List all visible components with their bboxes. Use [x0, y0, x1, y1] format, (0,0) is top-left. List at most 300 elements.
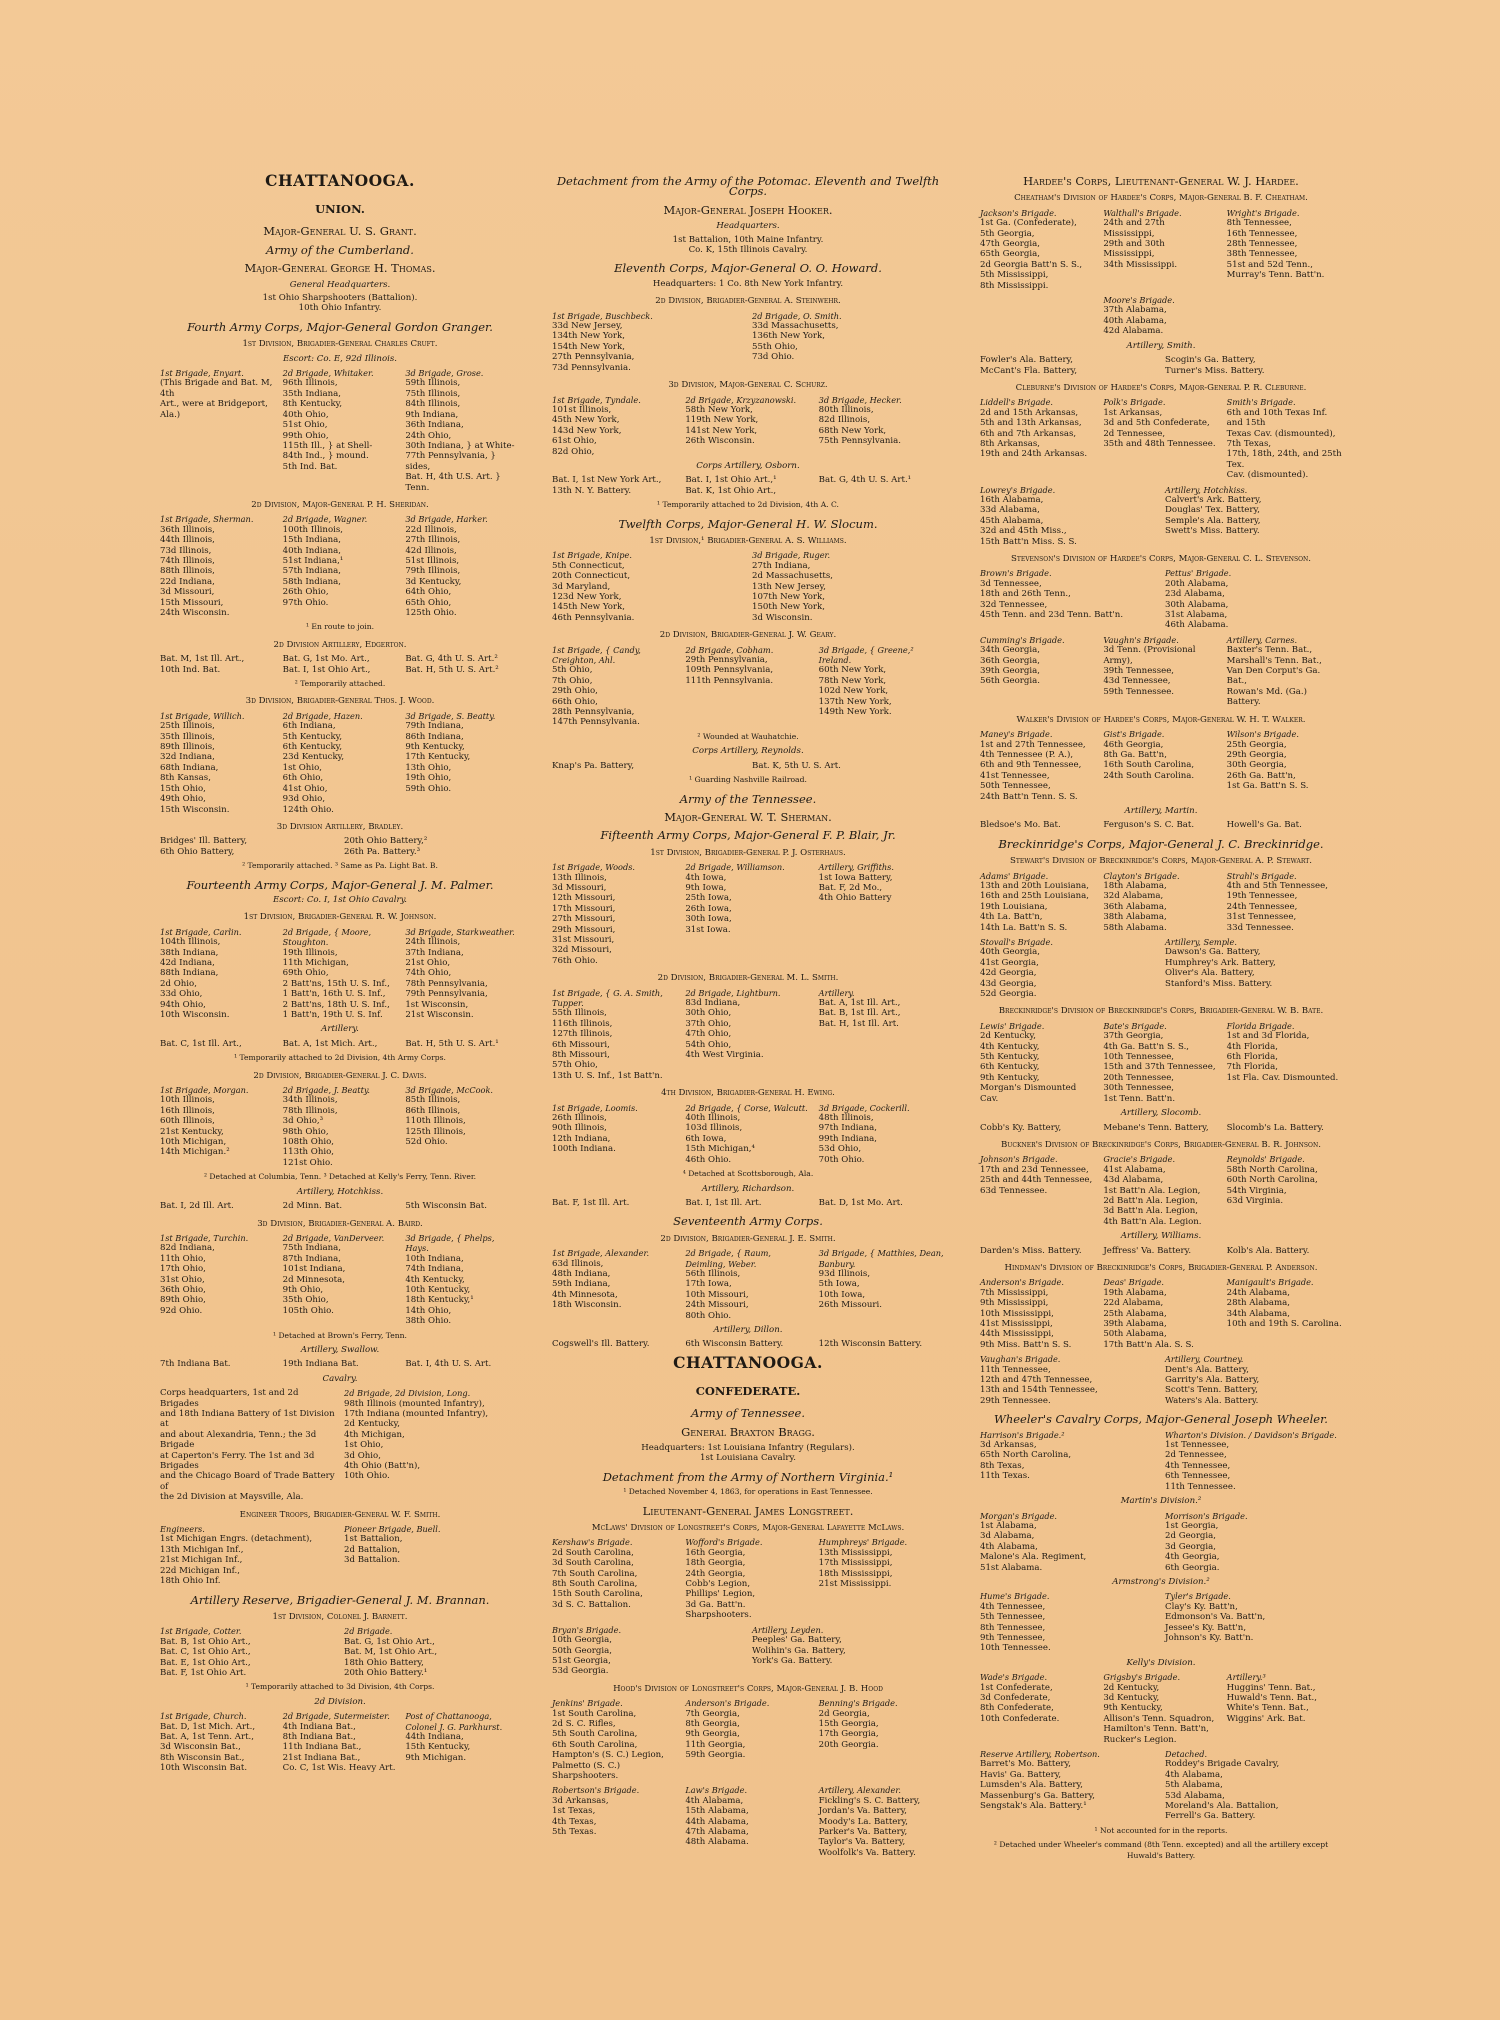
unit-list: 13th Mississippi, 17th Mississippi, 18th Mississippi, 21st Mississippi.: [818, 1547, 893, 1590]
unit-list: Bat. M, 1st Ill. Art., 10th Ind. Bat.: [160, 654, 245, 675]
division-heading: 2d Division, Brigadier-General J. W. Geary.: [659, 630, 837, 641]
brigade-block: [685, 988, 810, 1082]
unit-list: 11th Tennessee, 12th and 47th Tennessee, 13th and 154th Tennessee, 29th Tennessee.: [980, 1364, 1098, 1406]
unit-list: 5th Ohio, 7th Ohio, 29th Ohio, 66th Ohio, 28th Pennsylvania, 147th Pennsylvania.: [552, 665, 640, 728]
unit-list: Bat. K, 5th U. S. Art.: [752, 760, 841, 771]
unit-list: Huggins' Tenn. Bat., Huwald's Tenn. Bat., White's Tenn. Bat., Wiggins' Ark. Bat.: [1226, 1682, 1317, 1724]
brigade-block: [980, 295, 1095, 337]
unit-list: 60th New York, 78th New York, 102d New York, 137th New York, 149th New York.: [818, 665, 892, 718]
unit-list: 44th Indiana, 15th Kentucky, 9th Michigan.: [405, 1731, 471, 1763]
division-heading: 2d Division, Major-General P. H. Sheridan.: [251, 499, 429, 510]
unit-list: 1st Confederate, 3d Confederate, 8th Confederate, 10th Confederate.: [980, 1682, 1060, 1724]
footnote: ¹ Guarding Nashville Railroad.: [689, 775, 807, 785]
brigade-block: [1103, 208, 1218, 291]
brigade-block: [1103, 871, 1218, 933]
brigade-row: [552, 862, 944, 966]
brigade-block: [685, 475, 810, 496]
brigade-heading: 1st Brigade, { G. A. Smith, Tupper.: [552, 987, 663, 1008]
brigade-block: [1227, 1672, 1342, 1745]
brigade-row: [160, 1359, 520, 1369]
brigade-block: [552, 1248, 677, 1321]
division-heading: Cleburne's Division of Hardee's Corps, Major-General P. R. Cleburne.: [1015, 382, 1307, 393]
unit-list: Bledsoe's Mo. Bat.: [980, 820, 1061, 831]
corps-heading: Detachment from the Army of the Potomac. Eleventh and Twelfth Corps.: [556, 174, 940, 199]
brigade-block: [980, 1749, 1157, 1822]
unit-list: Dent's Ala. Battery, Garrity's Ala. Battery, Scott's Tenn. Battery, Waters's Ala. Battery.: [1165, 1364, 1260, 1406]
brigade-block: [283, 1359, 398, 1369]
brigade-row: [980, 1246, 1342, 1256]
brigade-block: [685, 645, 810, 728]
brigade-heading: Clayton's Brigade.: [1103, 870, 1180, 881]
unit-list: 1st Iowa Battery, Bat. F, 2d Mo., 4th Ohio Battery: [818, 872, 893, 904]
unit-list: 4th Alabama, 15th Alabama, 44th Alabama, 47th Alabama, 48th Alabama.: [685, 1795, 749, 1848]
unit-subheading: Corps Artillery, Reynolds.: [692, 746, 804, 757]
unit-list: Ferguson's S. C. Bat.: [1103, 820, 1195, 831]
unit-list: Bat. I, 2d Ill. Art.: [160, 1201, 234, 1212]
unit-list: 1st Michigan Engrs. (detachment), 13th Michigan Inf., 21st Michigan Inf., 22d Michigan Inf., 18th Ohio Inf.: [160, 1534, 313, 1587]
brigade-row: [160, 368, 520, 493]
brigade-block: [405, 1039, 520, 1049]
unit-list: 2d Minn. Bat.: [282, 1201, 343, 1212]
brigade-block: [552, 311, 744, 373]
brigade-block: [160, 836, 336, 857]
brigade-block: [160, 1711, 275, 1773]
brigade-block: [160, 711, 275, 815]
brigade-heading: Gracie's Brigade.: [1103, 1154, 1176, 1165]
brigade-block: [1165, 1430, 1342, 1492]
unit-list: 41st Alabama, 43d Alabama, 1st Batt'n Ala. Legion, 2d Batt'n Ala. Legion, 3d Batt'n Ala. Legion, 4th Batt'n Ala. Legion.: [1103, 1164, 1202, 1227]
brigade-block: [552, 475, 677, 496]
unit-list: Darden's Miss. Battery.: [980, 1245, 1082, 1256]
division-heading: 3d Division, Brigadier-General A. Baird.: [257, 1218, 423, 1229]
unit-list: 63d Illinois, 48th Indiana, 59th Indiana, 4th Minnesota, 18th Wisconsin.: [552, 1258, 622, 1311]
unit-list: Baxter's Tenn. Bat., Marshall's Tenn. Bat., Van Den Corput's Ga. Bat., Rowan's Md. (Ga.) Battery.: [1226, 645, 1322, 708]
brigade-row: [980, 1430, 1342, 1492]
division-heading: Cheatham's Division of Hardee's Corps, Major-General B. F. Cheatham.: [1014, 193, 1308, 204]
brigade-row: [552, 1198, 944, 1208]
unit-list: 2d Georgia, 15th Georgia, 17th Georgia, 20th Georgia.: [818, 1708, 879, 1750]
brigade-block: [980, 1021, 1095, 1104]
brigade-block: [752, 550, 944, 623]
brigade-heading: Reynolds' Brigade.: [1226, 1154, 1305, 1165]
brigade-block: [283, 368, 398, 493]
unit-list: 20th Alabama, 23d Alabama, 30th Alabama, 31st Alabama, 46th Alabama.: [1165, 578, 1229, 631]
brigade-row: [552, 1248, 944, 1321]
brigade-block: [344, 1388, 520, 1502]
unit-list: 34th Illinois, 78th Illinois, 3d Ohio,³ 98th Ohio, 108th Ohio, 113th Ohio, 121st Ohio.: [282, 1095, 338, 1168]
brigade-block: [980, 397, 1095, 480]
column-center: [552, 168, 944, 1862]
brigade-block: [685, 1103, 810, 1165]
brigade-block: [1227, 1277, 1342, 1350]
brigade-block: [819, 1198, 944, 1208]
brigade-heading: Artillery, Leyden.: [752, 1624, 824, 1635]
division-heading: 3d Division, Brigadier-General Thos. J. Wood.: [245, 696, 435, 707]
division-heading: 1st Division, Brigadier-General Charles Cruft.: [242, 339, 438, 350]
unit-list: 93d Illinois, 5th Iowa, 10th Iowa, 26th Missouri.: [818, 1268, 882, 1311]
brigade-heading: 3d Brigade, Starkweather.: [405, 926, 515, 937]
brigade-block: [1103, 1123, 1218, 1133]
brigade-heading: 2d Brigade, Wagner.: [282, 514, 368, 525]
brigade-row: [160, 514, 520, 618]
unit-list: 2d Kentucky, 4th Kentucky, 5th Kentucky, 6th Kentucky, 9th Kentucky, Morgan's Dismounted Cav.: [980, 1031, 1077, 1104]
brigade-block: [405, 1085, 520, 1168]
brigade-heading: Deas' Brigade.: [1103, 1277, 1165, 1288]
brigade-heading: 1st Brigade, Church.: [160, 1711, 247, 1722]
brigade-heading: 1st Brigade, Knipe.: [552, 550, 632, 561]
unit-list: 24th Alabama, 28th Alabama, 34th Alabama, 10th and 19th S. Carolina.: [1226, 1287, 1342, 1329]
unit-subheading: Artillery, Williams.: [1120, 1231, 1202, 1242]
brigade-row: [980, 397, 1342, 480]
unit-list: Kolb's Ala. Battery.: [1226, 1245, 1310, 1256]
division-heading: Engineer Troops, Brigadier-General W. F. Smith.: [239, 1509, 441, 1520]
brigade-heading: Grigsby's Brigade.: [1103, 1672, 1181, 1683]
unit-list: 48th Illinois, 97th Indiana, 99th Indiana, 53d Ohio, 70th Ohio.: [818, 1113, 878, 1165]
brigade-heading: 1st Brigade, Willich.: [160, 710, 245, 721]
brigade-row: [980, 1277, 1342, 1350]
brigade-block: [405, 1711, 520, 1773]
brigade-heading: Anderson's Brigade.: [980, 1277, 1065, 1288]
brigade-block: [685, 1339, 810, 1349]
brigade-heading: Maney's Brigade.: [980, 729, 1053, 740]
unit-list: 19th Illinois, 11th Michigan, 69th Ohio, 2 Batt'ns, 15th U. S. Inf., 1 Batt'n, 16th U. S. Inf., 2 Batt'ns, 18th U. S. Inf., 1 Batt'n, 19th U. S. Inf.: [282, 947, 390, 1020]
brigade-row: [980, 1123, 1342, 1133]
unit-list: 46th Georgia, 8th Ga. Batt'n, 16th South Carolina, 24th South Carolina.: [1103, 739, 1195, 781]
brigade-row: [160, 1233, 520, 1327]
unit-list: 13th and 20th Louisiana, 16th and 25th Louisiana, 19th Louisiana, 4th La. Batt'n, 14th La. Batt'n S. S.: [980, 880, 1090, 933]
unit-list: Bat. G, 4th U. S. Art.¹: [818, 475, 912, 486]
brigade-block: [552, 1339, 677, 1349]
brigade-heading: Liddell's Brigade.: [980, 397, 1054, 408]
unit-subheading: Headquarters.: [716, 221, 780, 232]
brigade-block: [685, 1785, 810, 1858]
commander-heading: Major-General Joseph Hooker.: [663, 202, 833, 217]
division-heading: Stevenson's Division of Hardee's Corps, Major-General C. L. Stevenson.: [1010, 554, 1312, 564]
unit-list: 56th Illinois, 17th Iowa, 10th Missouri, 24th Missouri, 80th Ohio.: [685, 1268, 749, 1321]
brigade-heading: 1st Brigade, Alexander.: [552, 1248, 650, 1259]
division-heading: McLaws' Division of Longstreet's Corps, Major-General Lafayette McLaws.: [591, 1523, 905, 1534]
brigade-block: [283, 1233, 398, 1327]
brigade-row: [160, 1626, 520, 1678]
brigade-block: [685, 1248, 810, 1321]
brigade-heading: 2d Brigade, Williamson.: [685, 862, 785, 873]
brigade-block: [552, 1785, 677, 1858]
brigade-block: [980, 820, 1095, 830]
unit-list: Peeples' Ga. Battery, Wolihin's Ga. Battery, York's Ga. Battery.: [752, 1635, 846, 1666]
brigade-block: [1103, 1672, 1218, 1745]
brigade-row: [552, 988, 944, 1082]
brigade-block: [283, 1039, 398, 1049]
column-union: [160, 168, 520, 1778]
unit-subheading: 2d Division.: [314, 1696, 366, 1707]
footnote: ¹ Temporarily attached to 3d Division, 4th Corps.: [245, 1682, 435, 1692]
unit-list: (This Brigade and Bat. M, 4th Art., were at Bridgeport, Ala.): [160, 378, 273, 420]
brigade-heading: Wilson's Brigade.: [1226, 729, 1299, 740]
unit-subheading: Escort: Co. E, 92d Illinois.: [282, 353, 398, 364]
unit-subheading: Artillery, Martin.: [1124, 805, 1198, 816]
brigade-heading: Artillery, Courtney.: [1165, 1354, 1244, 1365]
unit-list: 75th Indiana, 87th Indiana, 101st Indiana, 2d Minnesota, 9th Ohio, 35th Ohio, 105th Ohio.: [282, 1243, 346, 1316]
brigade-heading: 2d Brigade, { Moore, Stoughton.: [282, 926, 372, 948]
brigade-block: [819, 1339, 944, 1349]
brigade-row: [552, 475, 944, 496]
unit-list: Bat. F, 1st Ill. Art.: [552, 1197, 630, 1208]
brigade-heading: Humphreys' Brigade.: [818, 1537, 908, 1548]
brigade-block: [283, 927, 398, 1021]
brigade-heading: 3d Brigade, Ruger.: [752, 550, 831, 561]
brigade-row: [160, 1085, 520, 1168]
unit-subheading: Kelly's Division.: [1126, 1657, 1196, 1668]
unit-list: 4th and 5th Tennessee, 19th Tennessee, 24th Tennessee, 31st Tennessee, 33d Tennessee.: [1226, 880, 1328, 933]
brigade-heading: 2d Brigade, Hazen.: [282, 710, 363, 721]
corps-heading: Breckinridge's Corps, Major-General J. C. Breckinridge.: [998, 836, 1324, 851]
brigade-block: [160, 368, 275, 493]
brigade-block: [283, 711, 398, 815]
brigade-block: [160, 1039, 275, 1049]
footnote: ² Temporarily attached. ³ Same as Pa. Light Bat. B.: [242, 861, 438, 871]
unit-list: Bat. I, 1st New York Art., 13th N. Y. Battery.: [552, 475, 662, 496]
brigade-heading: 3d Brigade, { Matthies, Dean, Banbury.: [818, 1248, 944, 1269]
brigade-block: [405, 1233, 520, 1327]
unit-list: 6th Wisconsin Battery.: [685, 1339, 784, 1350]
brigade-heading: Stovall's Brigade.: [980, 937, 1053, 947]
unit-list: 36th Illinois, 44th Illinois, 73d Illinois, 74th Illinois, 88th Illinois, 22d Indiana, 3d Missouri, 15th Missouri, 24th Wisconsin.: [160, 524, 230, 618]
unit-list: 96th Illinois, 35th Indiana, 8th Kentucky, 40th Ohio, 51st Ohio, 99th Ohio, 115th Ill., } at Shell- 84th Ind., } mound. 5th Ind. Bat.: [282, 378, 373, 472]
brigade-block: [552, 395, 677, 457]
brigade-heading: 1st Brigade, Sherman.: [160, 514, 254, 525]
unit-list: 1st Arkansas, 3d and 5th Confederate, 2d Tennessee, 35th and 48th Tennessee.: [1103, 407, 1216, 449]
division-heading: Stewart's Division of Breckinridge's Corps, Major-General A. P. Stewart.: [1010, 856, 1312, 867]
brigade-block: [819, 1698, 944, 1781]
unit-list: Bat. G, 1st Mo. Art., Bat. I, 1st Ohio Art.,: [282, 654, 371, 675]
unit-list: 34th Georgia, 36th Georgia, 39th Georgia, 56th Georgia.: [980, 645, 1040, 687]
brigade-block: [980, 485, 1157, 547]
unit-list: Bat. D, 1st Mo. Art.: [818, 1197, 903, 1208]
unit-list: 25th Georgia, 29th Georgia, 30th Georgia, 26th Ga. Batt'n, 1st Ga. Batt'n S. S.: [1226, 739, 1309, 792]
brigade-heading: 2d Brigade, VanDerveer.: [282, 1232, 385, 1243]
brigade-heading: 1st Brigade, Loomis.: [552, 1102, 638, 1113]
unit-list: 104th Illinois, 38th Indiana, 42d Indiana, 88th Indiana, 2d Ohio, 33d Ohio, 94th Ohio, 10th Wisconsin.: [160, 937, 230, 1020]
unit-subheading: Artillery, Dillon.: [713, 1324, 783, 1335]
unit-list: 1st Tennessee, 2d Tennessee, 4th Tennessee, 6th Tennessee, 11th Tennessee.: [1165, 1440, 1236, 1492]
brigade-row: [552, 1785, 944, 1858]
brigade-block: [819, 1248, 944, 1321]
brigade-block: [980, 871, 1095, 933]
unit-list: 6th and 10th Texas Inf. and 15th Texas Cav. (dismounted), 7th Texas, 17th, 18th, 24th, and 25th Tex. Cav. (dismounted).: [1226, 407, 1342, 481]
brigade-block: [980, 1354, 1157, 1406]
brigade-heading: 2d Brigade, { Raum, Deimling, Weber.: [685, 1248, 772, 1269]
brigade-block: [1165, 1354, 1342, 1406]
unit-list: 101st Illinois, 45th New York, 143d New York, 61st Ohio, 82d Ohio,: [552, 404, 622, 457]
unit-list: Scogin's Ga. Battery, Turner's Miss. Battery.: [1165, 355, 1265, 376]
brigade-heading: 2d Brigade, Whitaker.: [282, 368, 374, 379]
brigade-row: [160, 836, 520, 857]
unit-list: 33d New Jersey, 134th New York, 154th New York, 27th Pennsylvania, 73d Pennsylvania.: [552, 321, 635, 373]
brigade-block: [685, 1198, 810, 1208]
brigade-heading: Wright's Brigade.: [1226, 207, 1300, 218]
brigade-heading: Wharton's Division. / Davidson's Brigade.: [1165, 1429, 1337, 1440]
brigade-heading: Adams' Brigade.: [980, 870, 1049, 881]
brigade-heading: 3d Brigade, Harker.: [405, 514, 488, 525]
brigade-heading: 1st Brigade, Tyndale.: [552, 394, 641, 405]
unit-list: Bat. D, 1st Mich. Art., Bat. A, 1st Tenn. Art., 3d Wisconsin Bat., 8th Wisconsin Bat., 10th Wisconsin Bat.: [160, 1721, 256, 1774]
unit-list: Bat. I, 1st Ill. Art.: [685, 1197, 762, 1208]
brigade-heading: 2d Brigade, 2d Division, Long.: [344, 1388, 471, 1399]
brigade-block: [1165, 355, 1342, 376]
division-heading: 1st Division,¹ Brigadier-General A. S. Williams.: [649, 535, 847, 546]
unit-list: 1st and 27th Tennessee, 4th Tennessee (P. A.), 6th and 9th Tennessee, 41st Tennessee, 50th Tennessee, 24th Batt'n Tenn. S. S.: [980, 739, 1086, 802]
brigade-block: [405, 1201, 520, 1211]
brigade-heading: 2d Brigade, Lightburn.: [685, 987, 781, 998]
corps-heading: Twelfth Corps, Major-General H. W. Slocum.: [618, 516, 878, 531]
brigade-heading: Harrison's Brigade.²: [980, 1429, 1065, 1440]
brigade-row: [980, 1511, 1342, 1573]
unit-list: 16th Georgia, 18th Georgia, 24th Georgia, Cobb's Legion, Phillips' Legion, 3d Ga. Batt'n. Sharpshooters.: [685, 1547, 756, 1621]
unit-subheading: Artillery, Richardson.: [701, 1183, 795, 1194]
corps-heading: Eleventh Corps, Major-General O. O. Howard.: [614, 261, 882, 276]
brigade-block: [1227, 820, 1342, 830]
brigade-block: [160, 514, 275, 618]
unit-list: 12th Wisconsin Battery.: [818, 1339, 923, 1350]
unit-list: 1st and 3d Florida, 4th Florida, 6th Florida, 7th Florida, 1st Fla. Cav. Dismounted.: [1226, 1031, 1339, 1083]
footnote: ² Temporarily attached.: [294, 679, 386, 689]
brigade-heading: Tyler's Brigade.: [1165, 1591, 1231, 1602]
brigade-row: [552, 395, 944, 457]
brigade-block: [819, 988, 944, 1082]
brigade-heading: Law's Brigade.: [685, 1785, 748, 1796]
brigade-block: [980, 1591, 1157, 1653]
brigade-block: [980, 635, 1095, 708]
unit-list: Slocomb's La. Battery.: [1226, 1122, 1324, 1133]
brigade-heading: 2d Brigade, Sutermeister.: [282, 1711, 390, 1722]
brigade-block: [160, 1524, 336, 1586]
unit-list: 58th New York, 119th New York, 141st New York, 26th Wisconsin.: [685, 404, 759, 447]
brigade-row: [980, 1021, 1342, 1104]
brigade-block: [1165, 568, 1342, 630]
brigade-block: [819, 395, 944, 457]
brigade-heading: 1st Brigade, Woods.: [552, 862, 636, 873]
brigade-block: [685, 862, 810, 966]
brigade-heading: Wade's Brigade.: [980, 1672, 1048, 1683]
division-heading: 3d Division, Major-General C. Schurz.: [668, 380, 828, 391]
brigade-block: [980, 1154, 1095, 1227]
brigade-block: [344, 836, 520, 857]
brigade-block: [1227, 1123, 1342, 1133]
brigade-row: [552, 1339, 944, 1349]
brigade-row: [552, 1103, 944, 1165]
brigade-heading: Florida Brigade.: [1226, 1020, 1295, 1031]
brigade-block: [160, 1201, 275, 1211]
unit-list: 25th Illinois, 35th Illinois, 89th Illinois, 32d Indiana, 68th Indiana, 8th Kansas, 15th Ohio, 49th Ohio, 15th Wisconsin.: [160, 721, 230, 815]
brigade-row: [980, 1591, 1342, 1653]
unit-list: 22d Illinois, 27th Illinois, 42d Illinois, 51st Illinois, 79th Illinois, 3d Kentucky, 64th Ohio, 65th Ohio, 125th Ohio.: [405, 524, 462, 618]
unit-list: 4th Iowa, 9th Iowa, 25th Iowa, 26th Iowa, 30th Iowa, 31st Iowa.: [685, 872, 732, 935]
brigade-heading: Artillery, Semple.: [1165, 937, 1237, 947]
brigade-heading: Detached.: [1165, 1749, 1208, 1760]
brigade-block: [752, 761, 944, 771]
brigade-row: [552, 1537, 944, 1620]
brigade-row: [160, 1039, 520, 1049]
brigade-heading: Manigault's Brigade.: [1226, 1277, 1314, 1288]
unit-list: 27th Indiana, 2d Massachusetts, 13th New Jersey, 107th New York, 150th New York, 3d Wisconsin.: [752, 560, 833, 623]
unit-list: 16th Alabama, 33d Alabama, 45th Alabama, 32d and 45th Miss., 15th Batt'n Miss. S. S.: [980, 494, 1077, 547]
brigade-heading: 2d Brigade, { Corse, Walcutt.: [685, 1102, 808, 1113]
unit-list: 10th Illinois, 16th Illinois, 60th Illinois, 21st Kentucky, 10th Michigan, 14th Michigan.²: [160, 1095, 230, 1158]
brigade-heading: 2d Brigade.: [344, 1626, 393, 1637]
footnote: ¹ Temporarily attached to 2d Division, 4th Army Corps.: [234, 1053, 446, 1063]
brigade-heading: 2d Brigade, O. Smith.: [752, 310, 842, 321]
brigade-heading: 1st Brigade, Morgan.: [160, 1085, 249, 1096]
brigade-heading: Artillery, Griffiths.: [818, 862, 894, 873]
unit-list: 2d Kentucky, 3d Kentucky, 9th Kentucky, Allison's Tenn. Squadron, Hamilton's Tenn. Batt'n, Rucker's Legion.: [1103, 1682, 1215, 1745]
brigade-block: [980, 937, 1157, 999]
brigade-block: [1227, 397, 1342, 480]
brigade-block: [1227, 871, 1342, 933]
brigade-heading: Hume's Brigade.: [980, 1591, 1050, 1602]
corps-heading: Fifteenth Army Corps, Major-General F. P. Blair, Jr.: [600, 828, 896, 843]
brigade-block: [344, 1626, 520, 1678]
corps-heading: Seventeenth Army Corps.: [673, 1214, 823, 1229]
division-heading: Walker's Division of Hardee's Corps, Major-General W. H. T. Walker.: [1016, 714, 1306, 725]
brigade-block: [819, 645, 944, 728]
unit-list: 1st South Carolina, 2d S. C. Rifles, 5th South Carolina, 6th South Carolina, Hampton's (S. C.) Legion, Palmetto (S. C.) Sharpshooters.: [552, 1708, 664, 1781]
brigade-row: [552, 311, 944, 373]
footnote: ² Wounded at Wauhatchie.: [697, 731, 799, 741]
footnote: ² Detached at Columbia, Tenn. ³ Detached at Kelly's Ferry, Tenn. River.: [203, 1172, 477, 1182]
brigade-row: [980, 729, 1342, 802]
unit-subheading: Artillery.: [321, 1024, 359, 1035]
brigade-heading: Polk's Brigade.: [1103, 397, 1166, 408]
unit-subheading: Artillery, Hotchkiss.: [296, 1186, 384, 1197]
brigade-block: [405, 514, 520, 618]
brigade-block: [1165, 485, 1342, 547]
unit-list: 2d South Carolina, 3d South Carolina, 7th South Carolina, 8th South Carolina, 15th South Carolina, 3d S. C. Battalion.: [552, 1547, 643, 1610]
unit-list: 5th Wisconsin Bat.: [405, 1201, 487, 1212]
brigade-block: [283, 654, 398, 675]
brigade-block: [283, 1201, 398, 1211]
brigade-block: [552, 1625, 744, 1677]
brigade-heading: 3d Brigade, { Phelps, Hays.: [405, 1232, 495, 1254]
brigade-heading: Artillery.: [818, 987, 855, 998]
brigade-heading: 3d Brigade, Cockerill.: [818, 1102, 910, 1113]
brigade-row: [980, 1749, 1342, 1822]
brigade-row: [160, 711, 520, 815]
brigade-block: [1103, 1154, 1218, 1227]
brigade-heading: 2d Brigade, Krzyzanowski.: [685, 394, 797, 405]
unit-list: 98th Illinois (mounted Infantry), 17th Indiana (mounted Infantry), 2d Kentucky, 4th Michigan, 1st Ohio, 3d Ohio, 4th Ohio (Batt'n), 10th Ohio.: [344, 1398, 489, 1482]
brigade-heading: Strahl's Brigade.: [1226, 870, 1297, 881]
unit-list: 3d Tennessee, 18th and 26th Tenn., 32d Tennessee, 45th Tenn. and 23d Tenn. Batt'n.: [980, 578, 1124, 621]
unit-list: 40th Georgia, 41st Georgia, 42d Georgia, 43d Georgia, 52d Georgia.: [980, 947, 1040, 1000]
brigade-block: [1103, 1021, 1218, 1104]
brigade-heading: 2d Brigade, Cobham.: [685, 644, 774, 655]
brigade-block: [160, 927, 275, 1021]
unit-list: 26th Illinois, 90th Illinois, 12th Indiana, 100th Indiana.: [552, 1113, 616, 1155]
commander-heading: Major-General W. T. Sherman.: [664, 809, 832, 824]
unit-list: 59th Illinois, 75th Illinois, 84th Illinois, 9th Indiana, 36th Indiana, 24th Ohio, 30th Indiana, } at White- 77th Pennsylvania, } sides, Bat. H, 4th U.S. Art. } Tenn.: [405, 378, 515, 493]
division-heading: Hindman's Division of Breckinridge's Corps, Brigadier-General P. Anderson.: [1004, 1262, 1318, 1273]
brigade-block: [685, 1537, 810, 1620]
brigade-block: [552, 1698, 677, 1781]
brigade-block: [980, 1511, 1157, 1573]
brigade-block: [980, 1277, 1095, 1350]
brigade-block: [1103, 295, 1218, 337]
unit-list: Bat. I, 1st Ohio Art.,¹ Bat. K, 1st Ohio Art.,: [685, 475, 777, 496]
brigade-block: [283, 514, 398, 618]
brigade-heading: Lewis' Brigade.: [980, 1020, 1045, 1031]
brigade-row: [980, 820, 1342, 830]
unit-list: 29th Pennsylvania, 109th Pennsylvania, 111th Pennsylvania.: [685, 655, 774, 686]
